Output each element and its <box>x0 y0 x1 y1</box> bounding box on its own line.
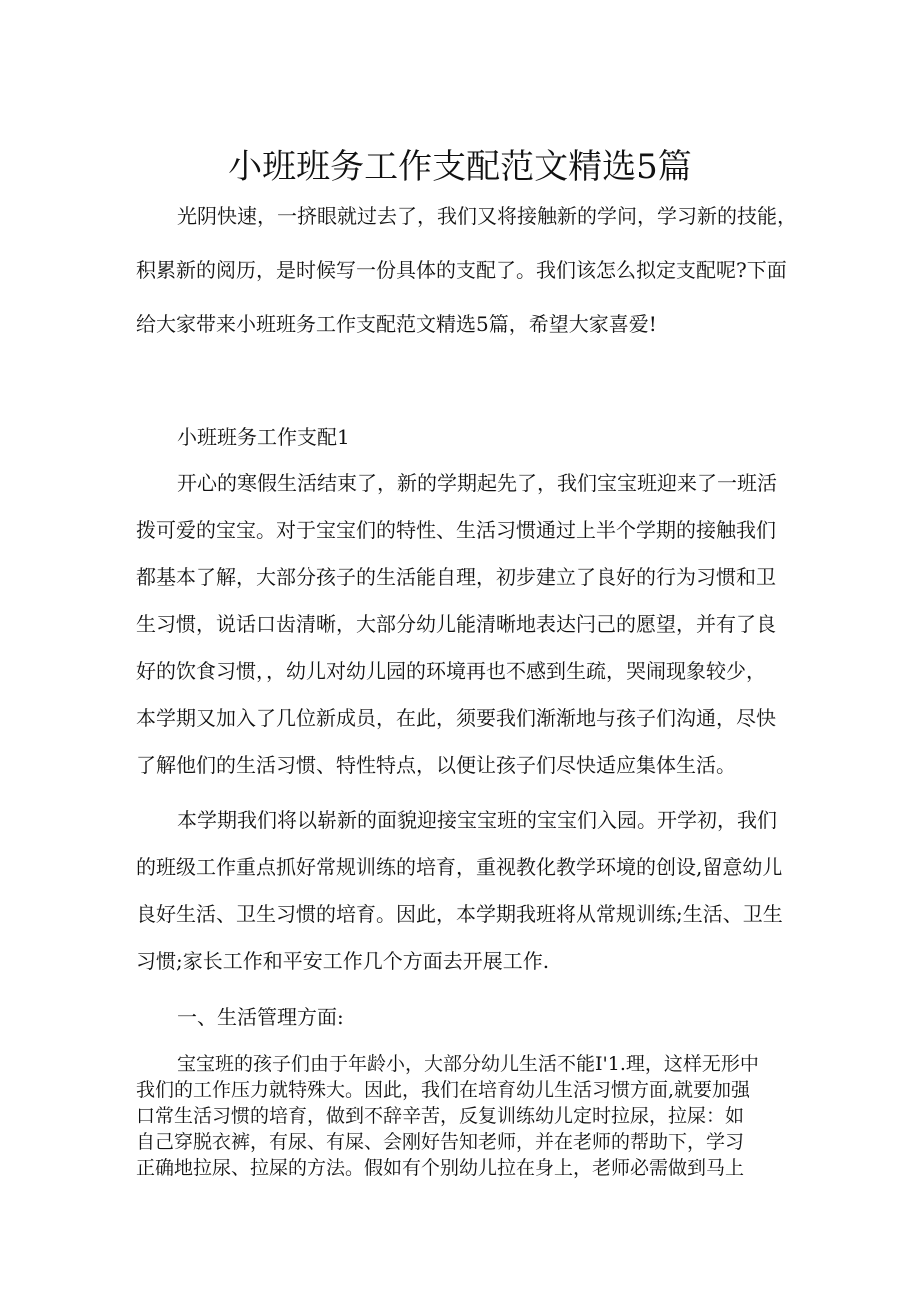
intro-line: 光阴快速，一挤眼就过去了，我们又将接触新的学问，学习新的技能， <box>177 204 797 228</box>
paragraph-line: 拨可爱的宝宝。对于宝宝们的特性、生活习惯通过上半个学期的接触我们 <box>136 518 776 542</box>
paragraph-line: 良好生活、卫生习惯的培育。因此，本学期我班将从常规训练;生活、卫生 <box>136 902 783 926</box>
paragraph-line: 宝宝班的孩子们由于年龄小，大部分幼儿生活不能I'1.理，这样无形中 <box>177 1053 759 1075</box>
paragraph-line: 的班级工作重点抓好常规训练的培育，重视教化教学环境的创设,留意幼儿 <box>136 855 783 879</box>
paragraph-line: 正确地拉尿、拉屎的方法。假如有个别幼儿拉在身上，老师必需做到马上 <box>136 1157 745 1179</box>
subheading: 一、生活管理方面: <box>177 1005 344 1029</box>
paragraph-line: 自己穿脱衣裤，有尿、有屎、会刚好告知老师，并在老师的帮助下，学习 <box>136 1131 745 1153</box>
section-heading: 小班班务工作支配1 <box>177 425 350 449</box>
paragraph-line: 生习惯，说话口齿清晰，大部分幼儿能清晰地表达闩己的愿望，并有了良 <box>136 612 776 636</box>
paragraph-line: 本学期又加入了几位新成员，在此，须要我们渐渐地与孩子们沟通，尽快 <box>136 706 776 730</box>
paragraph-line: 口常生活习惯的培育，做到不辞辛苦，反复训练幼儿定时拉尿，拉屎：如 <box>136 1105 745 1127</box>
paragraph-line: 开心的寒假生活结束了，新的学期起先了，我们宝宝班迎来了一班活 <box>177 471 777 495</box>
intro-line: 给大家带来小班班务工作支配范文精选5篇，希望大家喜爱! <box>136 312 657 336</box>
paragraph-line: 了解他们的生活习惯、特性特点，以便让孩子们尽快适应集体生活。 <box>136 753 736 777</box>
paragraph-line: 都基本了解，大部分孩子的生活能自理，初步建立了良好的行为习惯和卫 <box>136 565 776 589</box>
intro-line: 积累新的阅历，是时候写一份具体的支配了。我们该怎么拟定支配呢?下面 <box>136 258 787 282</box>
document-title: 小班班务工作支配范文精选5篇 <box>228 147 692 187</box>
paragraph-line: 好的饮食习惯，，幼儿对幼儿园的环境再也不感到生疏，哭闹现象较少， <box>136 659 766 683</box>
paragraph-line: 我们的工作压力就特殊大。因此，我们在培育幼儿生活习惯方面,就要加强 <box>136 1079 751 1101</box>
paragraph-line: 习惯;家长工作和平安工作几个方面去开展工作. <box>136 949 550 973</box>
paragraph-line: 本学期我们将以崭新的面貌迎接宝宝班的宝宝们入园。开学初，我们 <box>177 808 777 832</box>
